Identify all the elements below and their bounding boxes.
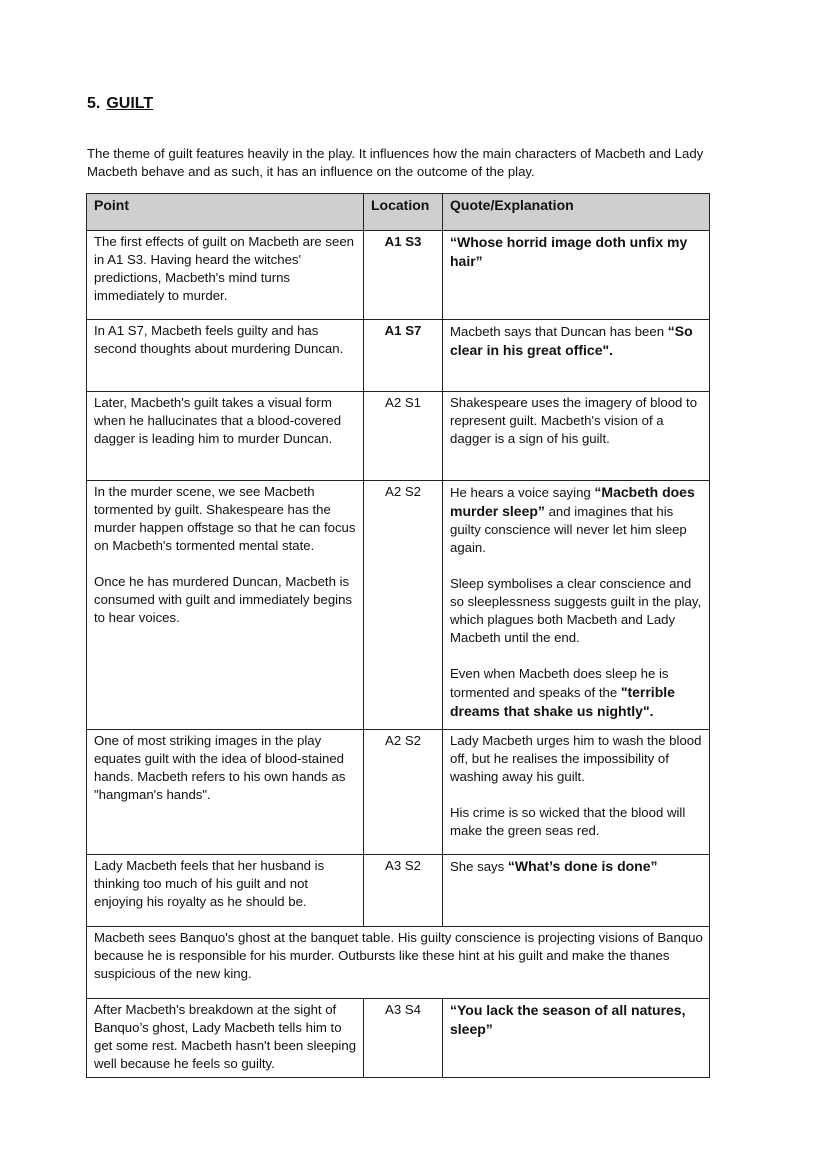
quote-cell — [443, 320, 710, 392]
header-point: Point — [87, 194, 364, 231]
table-row — [87, 392, 710, 481]
table-row — [87, 481, 710, 730]
explanation-paragraph: His crime is so wicked that the blood will make the green seas red. — [450, 805, 686, 838]
quote-text: “So clear in his great office". — [450, 323, 693, 358]
explanation-text: Even when Macbeth does sleep he is tormented and speaks of the — [450, 666, 669, 700]
explanation-paragraph — [450, 665, 703, 721]
table-row — [87, 855, 710, 927]
point-text: After Macbeth's breakdown at the sight of Banquo’s ghost, Lady Macbeth tells him to get some rest. Macbeth hasn't been sleeping well because he feels so guilty. — [94, 1002, 357, 1071]
table-row — [87, 730, 710, 855]
location-text: A1 S3 — [384, 234, 422, 249]
point-text: In A1 S7, Macbeth feels guilty and has second thoughts about murdering Duncan. — [94, 323, 344, 356]
location-text: A2 S2 — [385, 733, 421, 748]
explanation-paragraph: Lady Macbeth urges him to wash the blood off, but he realises the impossibility of washing away his guilt. — [450, 733, 702, 784]
location-text: A3 S4 — [385, 1002, 421, 1017]
section-number: 5. — [87, 95, 101, 112]
explanation-text: He hears a voice saying — [450, 485, 595, 500]
full-width-cell — [87, 927, 710, 999]
location-cell — [364, 855, 443, 927]
location-cell — [364, 320, 443, 392]
quote-text: “You lack the season of all natures, sleep” — [450, 1002, 686, 1037]
quote-cell — [443, 999, 710, 1078]
table-row — [87, 927, 710, 999]
section-title: GUILT — [106, 95, 154, 112]
location-text: A3 S2 — [385, 858, 421, 873]
intro-paragraph: The theme of guilt features heavily in the play. It influences how the main characters of Macbeth and Lady Macbeth behave and as such, it has an influence on the outcome of the play. — [87, 146, 704, 179]
location-cell — [364, 999, 443, 1078]
point-cell — [87, 730, 364, 855]
location-text: A1 S7 — [384, 323, 422, 338]
location-cell — [364, 481, 443, 730]
location-cell — [364, 392, 443, 481]
point-cell — [87, 320, 364, 392]
point-cell — [87, 481, 364, 730]
point-text: In the murder scene, we see Macbeth tormented by guilt. Shakespeare has the murder happen offstage so that he can focus on Macbeth's tormented mental state. — [94, 484, 356, 553]
explanation-text: Shakespeare uses the imagery of blood to represent guilt. Macbeth's vision of a dagger is a sign of his guilt. — [450, 395, 698, 446]
point-text: Later, Macbeth's guilt takes a visual form when he hallucinates that a blood-covered dagger is leading him to murder Duncan. — [94, 395, 342, 446]
point-text: One of most striking images in the play equates guilt with the idea of blood-stained hands. Macbeth refers to his own hands as "hangman's hands". — [94, 733, 346, 802]
point-text: The first effects of guilt on Macbeth are seen in A1 S3. Having heard the witches' predictions, Macbeth's mind turns immediately to murder. — [94, 234, 354, 303]
quote-cell — [443, 481, 710, 730]
table-header-row — [87, 194, 710, 231]
point-cell — [87, 392, 364, 481]
point-cell — [87, 231, 364, 320]
location-cell — [364, 730, 443, 855]
note-text: Macbeth sees Banquo's ghost at the banquet table. His guilty conscience is projecting visions of Banquo because he is responsible for his murder. Outbursts like these hint at his guilt and make the thanes suspicious of the new king. — [94, 930, 703, 981]
point-cell — [87, 855, 364, 927]
section-heading — [87, 94, 153, 114]
explanation-paragraph — [450, 483, 703, 557]
quote-text: “Macbeth does murder sleep” — [450, 484, 695, 519]
explanation-text: Macbeth says that Duncan has been — [450, 324, 668, 339]
quote-text: “Whose horrid image doth unfix my hair” — [450, 234, 688, 269]
point-text: Once he has murdered Duncan, Macbeth is consumed with guilt and immediately begins to hear voices. — [94, 574, 353, 625]
location-text: A2 S2 — [385, 484, 421, 499]
point-cell — [87, 999, 364, 1078]
explanation-paragraph: Sleep symbolises a clear conscience and so sleeplessness suggests guilt in the play, which plagues both Macbeth and Lady Macbeth until the end. — [450, 576, 702, 645]
explanation-text: and imagines that his guilty conscience will never let him sleep again. — [450, 504, 687, 555]
header-quote: Quote/Explanation — [443, 194, 710, 231]
point-text: Lady Macbeth feels that her husband is thinking too much of his guilt and not enjoying his royalty as he should be. — [94, 858, 325, 909]
quote-cell — [443, 855, 710, 927]
location-text: A2 S1 — [385, 395, 421, 410]
quote-text: "terrible dreams that shake us nightly". — [450, 684, 675, 719]
quote-cell — [443, 730, 710, 855]
header-location: Location — [364, 194, 443, 231]
table-row — [87, 320, 710, 392]
explanation-text: She says — [450, 859, 508, 874]
table-row — [87, 999, 710, 1078]
quote-text: “What’s done is done” — [507, 858, 658, 874]
table-row — [87, 231, 710, 320]
quote-cell — [443, 392, 710, 481]
quote-cell — [443, 231, 710, 320]
location-cell — [364, 231, 443, 320]
guilt-table — [86, 193, 710, 1078]
